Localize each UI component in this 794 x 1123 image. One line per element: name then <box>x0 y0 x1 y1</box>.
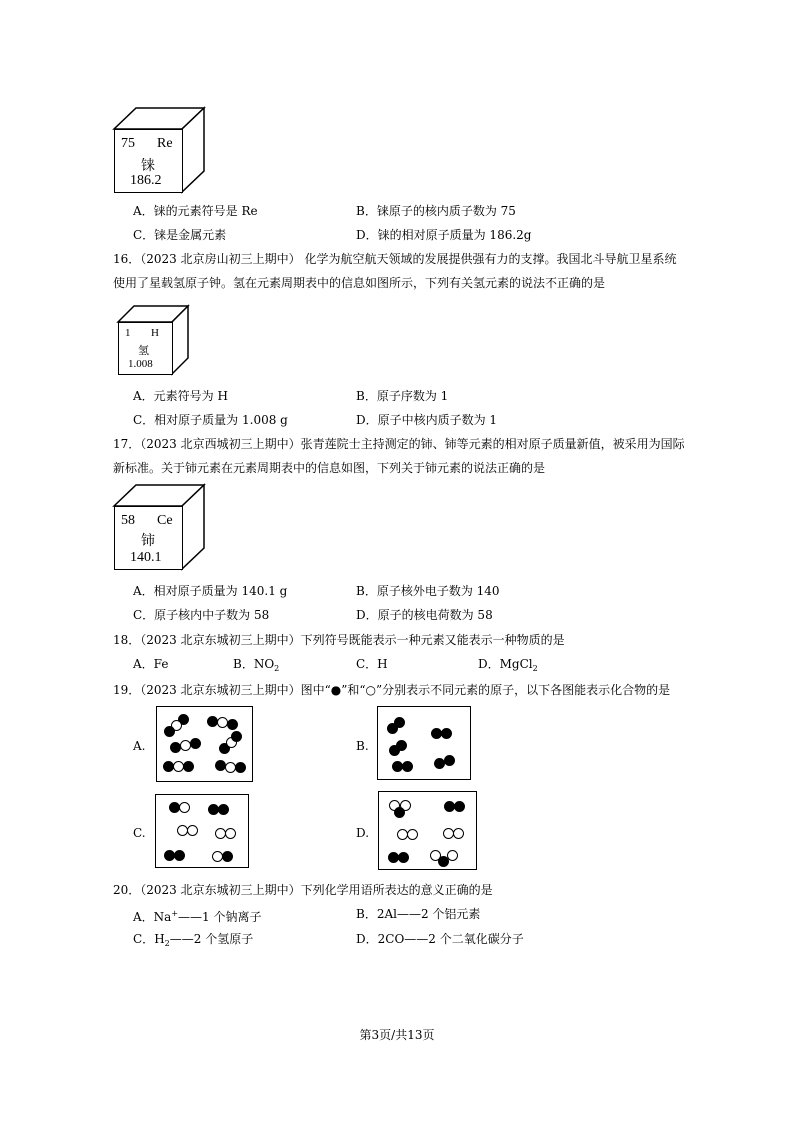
element-symbol: H <box>151 327 159 339</box>
black-atom <box>235 762 246 773</box>
formula-superscript: + <box>171 909 179 918</box>
formula-subscript: 2 <box>274 664 280 673</box>
q17-option-b: B．原子核外电子数为 140 <box>356 584 500 598</box>
q19-label-d: D. <box>356 826 370 840</box>
element-tile-h <box>117 305 189 375</box>
formula: Na <box>153 910 172 924</box>
q18-stem: 18．（2023 北京东城初三上期中）下列符号既能表示一种元素又能表示一种物质的是 <box>113 633 565 647</box>
element-symbol: Re <box>157 136 173 151</box>
option-label: D． <box>478 657 500 671</box>
white-atom <box>453 828 464 839</box>
q16-stem-line1: 16．（2023 北京房山初三上期中） 化学为航空航天领域的发展提供强有力的支撑。我国北斗导航卫星系统 <box>113 252 677 266</box>
black-atom <box>387 723 398 734</box>
q19-diagram-b <box>377 706 471 780</box>
black-atom <box>389 745 400 756</box>
q15-option-b: B．铼原子的核内质子数为 75 <box>356 204 516 218</box>
q20-stem: 20．（2023 北京东城初三上期中）下列化学用语所表达的意义正确的是 <box>113 883 493 897</box>
atomic-number: 1 <box>125 327 131 339</box>
white-atom <box>179 802 190 813</box>
q16-option-a: A．元素符号为 H <box>133 389 228 403</box>
black-atom <box>454 801 465 812</box>
atomic-number: 58 <box>121 513 135 528</box>
page-footer: 第3页/共13页 <box>359 1028 435 1042</box>
q19-label-b: B. <box>356 739 369 753</box>
white-atom <box>187 825 198 836</box>
atomic-number: 75 <box>121 136 135 151</box>
q20-option-a <box>133 906 261 925</box>
option-meaning: ——2 个氢原子 <box>169 932 254 946</box>
q18-option-d <box>478 656 538 677</box>
white-atom <box>407 829 418 840</box>
q15-option-a: A．铼的元素符号是 Re <box>133 204 258 218</box>
black-atom <box>394 807 405 818</box>
black-atom <box>227 719 238 730</box>
formula: H <box>154 932 165 946</box>
q16-option-c: C．相对原子质量为 1.008 g <box>133 413 288 427</box>
q19-diagram-d <box>378 791 477 870</box>
element-name: 铼 <box>141 158 155 174</box>
formula-subscript: 2 <box>532 664 538 673</box>
q17-option-c: C．原子核内中子数为 58 <box>133 608 270 622</box>
option-label: D． <box>356 932 378 946</box>
q20-option-d <box>356 931 524 947</box>
q15-option-c: C．铼是金属元素 <box>133 228 227 242</box>
element-tile-ce <box>113 484 205 570</box>
q18-option-c: C．H <box>356 657 388 671</box>
q17-option-a: A．相对原子质量为 140.1 g <box>133 584 288 598</box>
black-atom <box>174 850 185 861</box>
q20-option-b <box>356 906 480 922</box>
black-atom <box>183 761 194 772</box>
black-atom <box>190 738 201 749</box>
black-atom <box>402 761 413 772</box>
q19-label-c: C. <box>133 826 146 840</box>
black-atom <box>231 731 242 742</box>
option-label: A． <box>133 910 154 924</box>
q17-option-d: D．原子的核电荷数为 58 <box>356 608 493 622</box>
black-atom <box>218 804 229 815</box>
element-name: 铈 <box>141 533 155 549</box>
q19-diagram-c <box>155 794 249 868</box>
black-atom <box>222 851 233 862</box>
option-meaning: ——1 个钠离子 <box>178 910 262 924</box>
element-symbol: Ce <box>157 513 173 528</box>
formula: MgCl <box>499 657 533 671</box>
q19-diagram-a <box>156 706 253 782</box>
option-meaning: ——2 个二氧化碳分子 <box>404 932 524 946</box>
q16-stem-line2: 使用了星载氢原子钟。氢在元素周期表中的信息如图所示，下列有关氢元素的说法不正确的是 <box>113 276 606 290</box>
black-atom <box>441 728 452 739</box>
q19-label-a: A. <box>133 739 146 753</box>
formula: 2CO <box>377 932 405 946</box>
formula: NO <box>253 657 275 671</box>
q16-option-b: B．原子序数为 1 <box>356 389 449 403</box>
atomic-mass: 186.2 <box>130 173 162 188</box>
element-tile-re <box>113 107 205 193</box>
atomic-mass: 1.008 <box>128 358 153 370</box>
option-label: B． <box>356 907 377 921</box>
black-atom <box>398 852 409 863</box>
atomic-mass: 140.1 <box>130 550 162 565</box>
q18-option-b <box>233 656 279 677</box>
q20-option-c <box>133 931 253 952</box>
element-name: 氢 <box>138 344 149 357</box>
white-atom <box>225 828 236 839</box>
q19-stem: 19．（2023 北京东城初三上期中）图中“●”和“○”分别表示不同元素的原子，以下各图能表示化合物的是 <box>113 683 671 697</box>
q18-option-a: A．Fe <box>133 657 169 671</box>
q15-option-d: D．铼的相对原子质量为 186.2g <box>356 228 532 242</box>
q16-option-d: D．原子中核内质子数为 1 <box>356 413 498 427</box>
black-atom <box>438 856 449 867</box>
formula-subscript: 2 <box>164 939 170 948</box>
option-meaning: ——2 个铝元素 <box>396 907 481 921</box>
black-atom <box>444 755 455 766</box>
q17-stem-line2: 新标准。关于铈元素在元素周期表中的信息如图，下列关于铈元素的说法正确的是 <box>113 461 546 475</box>
formula: 2Al <box>376 907 397 921</box>
q17-stem-line1: 17．（2023 北京西城初三上期中）张青莲院士主持测定的铈、铈等元素的相对原子质量新值，被采用为国际 <box>113 437 685 451</box>
black-atom <box>164 726 175 737</box>
option-label: C． <box>133 932 155 946</box>
option-label: B． <box>233 657 254 671</box>
